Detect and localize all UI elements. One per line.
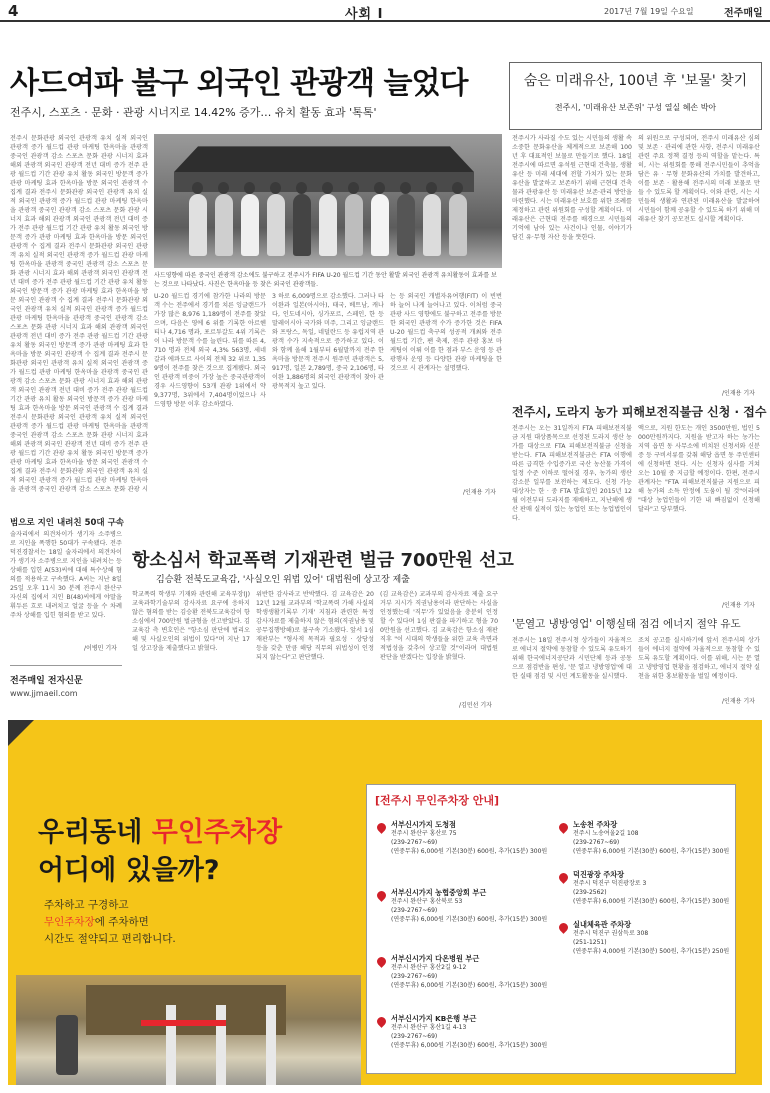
right-mid-credit: /인재용 기자 bbox=[722, 602, 755, 609]
parking-lot-photo bbox=[16, 975, 361, 1085]
section-name: 사회 I bbox=[345, 7, 384, 22]
main-body-col4: 는 등 외국인 개별자유여행(FIT) 이 빈번하 늘어 나게 늘어나고 있다. 이처럼 중국관광 사드 영향에도 불구하고 전주를 방문한 외국인 관광객 수가 증가한 것은 FIFA U-20 월드컵 축구의 성공적 개최와 전주 월드컵 기간, 팬 축제, 전주 관광 홍보 마케팅이 이뤄 이를 한 점과 부스 운영 등 관광행사 운영 등 다양한 관광 마케팅을 한 것으로 시 관계자는 설명했다. bbox=[390, 293, 502, 372]
parking-list-title: [전주시 무인주차장 안내] bbox=[375, 794, 499, 807]
right-top-subheadline: 전주시, '미래유산 보존위' 구성 열실 혜손 박아 bbox=[554, 103, 717, 112]
parking-lot-item[interactable]: 서부신시가지 도청점 전주시 완산구 홍산로 75 (239-2767~69) (연중무휴) 6,000원 기본(30분) 600원, 추가(15분) 300원 bbox=[391, 820, 548, 855]
e-paper-logo bbox=[10, 665, 122, 705]
right-bottom-headline: '문열고 냉방영업' 이행실태 점검 에너지 절약 유도 bbox=[512, 618, 741, 630]
right-mid-body-col1: 전주시는 오는 31일까지 FTA 피해보전직불금 지원 대상품목으로 선정된 도라지 생산 농가를 대상으로 FTA 피해보전직불금 신청을 받는다. FTA 피해보전직불금은 FTA 이행에 따른 급격한 수입증가로 국산 농산물 가격이 일정 수준 이하로 떨어질 경우, 농가의 생산 감소분 일부를 보전하는 제도다. 신청 가능 대상자는 한 · 중 FTA 발효일인 2015년 12월 이전부터 도라지를 재배하고, 지난해에 생산 판매 실적이 있는 농업인 또는 농업법인이다. bbox=[512, 425, 632, 522]
middle-body-col2: 위반한 감사라고 반박했다. 김 교육감은 2012년 12월 교과부의 '학교폭력 가해 사실의 학생생활기록부 기재' 지침과 관련한 특정 감사자료를 제출하지 않은 혐의(직권남용 및 공무집행방해)로 불구속 기소됐다. 앞서 1심 재판부는 "형사적 목적과 필요성 · 상당성 등을 갖춘 만큼 해당 직무의 위법성이 인정되지 않는다"고 판단했다. bbox=[256, 591, 374, 661]
ad-body-text: 주차하고 구경하고 무인주차장에 주차하면 시간도 절약되고 편리합니다. bbox=[44, 899, 176, 945]
parking-lot-item[interactable]: 서부신시가지 KB은행 부근 전주시 완산구 홍산1길 4-13 (239-2767~69) (연중무휴) 6,000원 기본(30분) 600원, 추가(15분) 300원 bbox=[391, 1014, 548, 1049]
location-pin-icon bbox=[375, 1015, 388, 1028]
parking-lot-item[interactable]: 실내체육관 주차장 전주시 덕진구 권삼득로 308 (251-1251) (연중무휴) 4,000원 기본(30분) 500원, 추가(15분) 250원 bbox=[573, 920, 730, 955]
main-body-col3: 3 하로 6,009명으로 감소했다. 그러나 타이완과 일본(아시아), 태국, 베트남, 캐나다, 인도네시아, 싱가포르, 스페인, 한 등 말레이시아 국가와 미주, 그리고 잉글랜드와 프랑스, 독일, 네덜란드 등 유럽지역 관광객 수가 지속적으로 증가하고 있다. 이와 함께 올해 1월부터 6월말까지 전주 한옥마을 방문객 전주시 원주민 관광객은 5,917명, 일본 2,789명, 중국 2,106명, 타이완 1,886명의 외국인 관광객이 찾아 관광목적지 높고 있다. bbox=[272, 293, 384, 390]
location-pin-icon bbox=[557, 821, 570, 834]
right-top-headline: 숨은 미래유산, 100년 후 '보물' 찾기 bbox=[523, 73, 748, 89]
right-top-body-col1: 전주시가 사라질 수도 있는 시민들의 생활 속 소중한 문화유산을 체계적으로 보존해 100년 후 대표적인 보물로 만들기로 했다. 18일 전주시에 따르면 유석원 근현대 건축물, 생활유산 등 미래 세대에 전할 가치가 있는 문화유산을 발굴하고 보존하기 위해 근현대 건축물과 관광유산 등 미래유산 보존·관리 방안을 마련했다. 시는 미래유산 보호를 위한 조례를 제정하고 관련 위원회를 구성할 계획이다. 미래유산은 근현대 전주를 배경으로 시민들의 기억에 남아 있는 사건이나 인물, 이야기가 담긴 유·무형 자산 등을 뜻한다. bbox=[512, 135, 632, 241]
location-pin-icon bbox=[557, 921, 570, 934]
main-body-col1: 전주시 문화관광 외국인 관광객 유치 실적 외국인 관광객 증가 월드컵 관광 마케팅 한옥마을 관광객 중국인 관광객 감소 스포츠 문화 관광 시너지 효과 해외 관광객 외국인 관광객 전년 대비 증가 전주 관광 월드컵 기간 관광 유치 활동 외국인 방문객 증가 관광 마케팅 효과 한옥마을 방문 외국인 관광객 수 집계 결과 전주시 문화관광 외국인 관광객 유치 실적 외국인 관광객 증가 월드컵 관광 마케팅 한옥마을 관광객 중국인 관광객 감소 스포츠 문화 관광 시너지 효과 해외 관광객 외국인 관광객 전년 대비 증가 전주 관광 월드컵 기간 관광 유치 활동 외국인 방문객 증가 관광 마케팅 효과 한옥마을 방문 외국인 관광객 수 집계 결과 전주시 문화관광 외국인 관광객 유치 실적 외국인 관광객 증가 월드컵 관광 마케팅 한옥마을 관광객 중국인 관광객 감소 스포츠 문화 관광 시너지 효과 해외 관광객 외국인 관광객 전년 대비 증가 전주 관광 월드컵 기간 관광 유치 활동 외국인 방문객 증가 관광 마케팅 효과 한옥마을 방문 외국인 관광객 수 집계 결과 전주시 문화관광 외국인 관광객 유치 실적 외국인 관광객 증가 월드컵 관광 마케팅 한옥마을 관광객 중국인 관광객 감소 스포츠 문화 관광 시너지 효과 해외 관광객 외국인 관광객 전년 대비 증가 전주 관광 월드컵 기간 관광 유치 활동 외국인 방문객 증가 관광 마케팅 효과 한옥마을 방문 외국인 관광객 수 집계 결과 전주시 문화관광 외국인 관광객 유치 실적 외국인 관광객 증가 월드컵 관광 마케팅 한옥마을 관광객 중국인 관광객 감소 스포츠 문화 관광 시너지 효과 해외 관광객 외국인 관광객 전년 대비 증가 전주 관광 월드컵 기간 관광 유치 활동 외국인 방문객 증가 관광 마케팅 효과 한옥마을 방문 외국인 관광객 수 집계 결과 전주시 문화관광 외국인 관광객 유치 실적 외국인 관광객 증가 월드컵 관광 마케팅 한옥마을 관광객 중국인 관광객 감소 스포츠 문화 관광 시너지 효과 해외 관광객 외국인 관광객 전년 대비 증가 전주 관광 월드컵 기간 관광 유치 활동 외국인 방문객 증가 관광 마케팅 효과 한옥마을 방문 외국인 관광객 수 집계 결과 전주시 문화관광 외국인 관광객 유치 실적 외국인 관광객 증가 월드컵 관광 마케팅 한옥마을 관광객 중국인 관광객 감소 스포츠 문화 관광 시 bbox=[10, 135, 148, 493]
photo-caption: 사드영향에 따른 중국인 관광객 감소에도 불구하고 전주시가 FIFA U-20 월드컵 기간 동안 활발 외국인 관광객 유치활동이 효과를 보는 것으로 나타났다. 사진은 한옥마을 등 찾은 외국인 관광객들. bbox=[154, 272, 497, 288]
middle-body-col3: (김 교육감은) 교과부의 감사자료 제출 요구 거부 지시가 직권남용이라 판단하는 사실을 인정했는데 '직무'가 있었음을 충분히 인정할 수 있다며 1심 판결을 파기하고 형을 700만원을 선고했다. 김 교육감은 항소심 재판 직후 "이 시대의 학생들을 위한 교육 측면과 적법성을 갖추어 상고할 것"이라며 대법원 판단을 받겠다는 입장을 밝혔다. bbox=[380, 591, 498, 661]
parking-lot-item[interactable]: 노송천 주차장 전주시 노송여울2길 108 (239-2767~69) (연중무휴) 6,000원 기본(30분) 600원, 추가(15분) 300원 bbox=[573, 820, 730, 855]
main-headline: 사드여파 불구 외국인 관광객 늘었다 bbox=[10, 66, 468, 101]
logo-url[interactable]: www.jjmaeil.com bbox=[10, 689, 78, 698]
middle-subheadline: 김승환 전북도교육감, '사실오인 위법 있어' 대법원에 상고장 제출 bbox=[156, 575, 410, 585]
page-number: 4 bbox=[8, 2, 19, 20]
parking-advertisement bbox=[8, 720, 762, 1085]
logo-name: 전주매일 전자신문 bbox=[10, 676, 83, 686]
ad-headline-line2: 어디에 있을까? bbox=[38, 855, 220, 886]
box-body: 술자리에서 의견차이가 생기자 소주병으로 지인을 폭행한 50대가 구속됐다. 전주 덕진경찰서는 18일 술자리에서 의견차이가 생기자 소주병으로 지인을 내려치는 등 상해를 입힌 A(53)씨에 대해 특수상해 혐의를 적용하고 구속했다. A씨는 지난 8일 25일 오후 11시 30 분께 전주시 완산구 자신의 집에서 지인 B(48)씨에게 야말을 휘두른 흐로 내려치고 얼굴 등을 수 차례 주차 상해를 입힌 혐의를 받고 있다. bbox=[10, 531, 122, 619]
issue-date: 2017년 7월 19일 수요일 bbox=[604, 7, 694, 16]
page-header bbox=[0, 0, 770, 22]
ad-headline-line1: 우리동네 무인주차장 bbox=[38, 817, 283, 848]
middle-credit: /김민선 기자 bbox=[459, 702, 492, 709]
location-pin-icon bbox=[375, 821, 388, 834]
right-bottom-body-col2: 조치 공고를 실시하기에 앞서 전주시의 상가들이 에너지 절약에 자율적으로 동참할 수 있도록 유도할 계획이다. 이를 위해, 시는 문 열고 냉방영업 현황을 점검하고, 에너지 절약 실천을 위한 홍보활동을 벌일 예정이다. bbox=[638, 637, 760, 680]
main-body-col2: U-20 월드컵 경기에 참가한 나라의 방문객 수는 전주에서 경기를 치른 잉글랜드가 가장 많은 8,976 1,189명이 전주를 찾았으며, 다음은 영에 6 위를 기록한 아르헨티나 4,716 명과, 포르투갈도 4위 기록은 이 나라 방문객 수를 늘린다. 뒤를 따른 4,710 명과 전체 외국 4,3% 563명, 세네갈과 에콰도르 사이의 전체 32 위로 1,359명이 전주를 찾은 것으로 집계됐다. 외국인 관광객 비중이 가장 높은 중국관광객이 경우 사드영향이 53개 관광 1위에서 약 9,377명, 3위에서 7,404명이었으나 사드영향 방문 이후 감소하였다. bbox=[154, 293, 266, 408]
main-credit: /인재용 기자 bbox=[463, 489, 496, 496]
parking-lot-item[interactable]: 덕진광장 주차장 전주시 덕진구 덕진광장로 3 (239-2562) (연중무휴) 6,000원 기본(30분) 600원, 추가(15분) 300원 bbox=[573, 870, 730, 905]
right-mid-body-col2: 액으로, 지원 한도는 개인 3500만원, 법인 5000만원까지다. 지원을 받고자 하는 농가는 지역 읍면 동 사무소에 비치된 신청서와 신분증 등 구비서류를 갖춰 해당 읍면 동 주민센터에 신청하면 된다. 시는 신청자 심사를 거쳐 오는 10월 중 지급할 예정이다. 한편, 전주시 관계자는 "FTA 피해보전직불금 지원으로 피해 농가의 소득 안정에 도움이 될 것"이라며 "대상 농업인들이 기한 내 빠짐없이 신청해 달라"고 당부했다. bbox=[638, 425, 760, 513]
right-top-body-col2: 의 위원으로 구성되며, 전주시 미래유산 심의 및 보존 · 관리에 관한 사항, 전주시 미래유산 관련 주요 정책 결정 등의 역할을 맡는다. 특히, 시는 위원회를 통해 전주시민들이 추억을 담은 유 · 무형 문화유산의 가치를 발견하고, 이를 보존 · 활용해 전주시의 미래 보물로 만들 수 있도록 할 계획이다. 이와 관련, 시는 시민들의 생활과 연관된 미래유산을 발굴하여 시민들이 함께 공유할 수 있도록 하기 위해 미래유산 찾기 공모전도 실시할 계획이다. bbox=[638, 135, 760, 223]
parking-lot-list bbox=[366, 784, 736, 1074]
location-pin-icon bbox=[557, 871, 570, 884]
right-mid-headline: 전주시, 도라지 농가 피해보전직불금 신청 · 접수 bbox=[512, 405, 767, 419]
location-pin-icon bbox=[375, 889, 388, 902]
middle-body-col1: 학교폭력 학생부 기재와 관련해 교육부장(J) 교육과학기술부의 감사자료 요구에 응하지 않은 혐의를 받는 김승환 전북도교육감이 항소심에서 700만원 벌금형을 선고받았다. 김 교육감 측 변호인은 "항소심 판단에 법리오해 및 사실오인의 위법이 있다"며 지난 17일 상고장을 제출했다고 밝혔다. bbox=[132, 591, 250, 652]
right-bottom-credit: /인재용 기자 bbox=[722, 698, 755, 705]
location-pin-icon bbox=[375, 955, 388, 968]
box-headline: 범으로 지인 내려친 50대 구속 bbox=[10, 518, 124, 528]
corner-stripe-icon bbox=[8, 720, 34, 746]
parking-lot-item[interactable]: 서부신시가지 농협중앙회 부근 전주시 완산구 홍산북로 53 (239-2767~69) (연중무휴) 6,000원 기본(30분) 600원, 추가(15분) 300원 bbox=[391, 888, 548, 923]
parking-lot-item[interactable]: 서부신시가지 다온병원 부근 전주시 완산구 홍산2길 9-12 (239-2767~69) (연중무휴) 6,000원 기본(30분) 600원, 추가(15분) 300원 bbox=[391, 954, 548, 989]
main-subheadline: 전주시, 스포츠 · 문화 · 관광 시너지로 14.42% 증가… 유치 활동 효과 '톡톡' bbox=[10, 106, 377, 119]
paper-name: 전주매일 bbox=[724, 8, 763, 19]
right-top-credit: /인재용 기자 bbox=[722, 390, 755, 397]
middle-headline: 항소심서 학교폭력 기재관련 벌금 700만원 선고 bbox=[132, 550, 514, 571]
tourists-photo bbox=[154, 134, 502, 268]
right-bottom-body-col1: 전주시는 18일 전주시청 상가들이 자율적으로 에너지 절약에 동참할 수 있도록 유도하기 위해 한국에너지공단과 시민단체 등과 공동으로 점검반을 편성, '문 열고 냉방영업'에 대한 실태 점검 및 시민 계도활동을 실시했다. bbox=[512, 637, 632, 680]
box-credit: /이병민 기자 bbox=[84, 645, 117, 652]
